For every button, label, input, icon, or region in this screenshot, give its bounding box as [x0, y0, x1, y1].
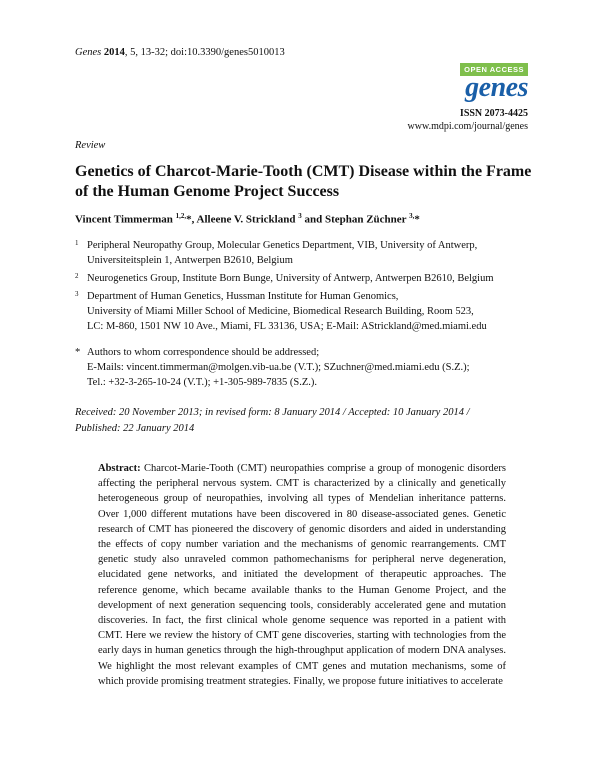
journal-name: Genes	[75, 47, 102, 58]
citation	[75, 47, 285, 58]
author-sup: 3,	[409, 212, 415, 220]
abstract	[98, 461, 506, 689]
author-name: Vincent Timmerman	[75, 213, 173, 226]
publication-dates: Received: 20 November 2013; in revised form: 8 January 2014 / Accepted: 10 January 2014 / Published: 22 January 2014	[75, 407, 470, 434]
affiliation-3: 3 Department of Human Genetics, Hussman Institute for Human Genomics, University of Miami Miller School of Medicine, Biomedical Research Building, Room 523, LC: M-860, 1501 NW 10 Ave., Miami, FL 33136, USA; E-Mail: AStrickland@med.miami.edu	[75, 290, 487, 332]
open-access-badge: OPEN ACCESS	[460, 63, 528, 76]
citation-details: , 5, 13-32; doi:10.3390/genes5010013	[124, 47, 285, 58]
author-name: Alleene V. Strickland	[196, 213, 296, 226]
author-list: Vincent Timmerman $^{1,2,}$*, Alleene V. Strickland $^3$ and Stephan Züchner $^{3,}$*	[75, 212, 420, 226]
author-sup: 1,2,	[175, 212, 187, 220]
abstract-text: Charcot-Marie-Tooth (CMT) neuropathies comprise a group of monogenic disorders affecting the peripheral nervous system. CMT is characterized by a clinically and genetically heterogeneous group of neuropathies, involving all types of Mendelian inheritance patterns. Over 1,000 different mutations have been discovered in 80 disease-associated genes. Genetic research of CMT has pioneered the discovery of genomic disorders and aided in understanding the effects of copy number variation and the mechanisms of genomic rearrangements. CMT genetic study also unraveled common pathomechanisms for peripheral nerve degeneration, elucidated gene networks, and initiated the development of therapeutic approaches. The reference genome, which became available thanks to the Human Genome Project, and the development of next generation sequencing tools, considerably accelerated gene and mutation discoveries. In fact, the first clinical whole genome sequence was reported in a patient with CMT. Here we review the history of CMT gene discoveries, starting with technologies from the early days in human genetics through the high-throughput application of modern DNA analyses. We highlight the most relevant examples of CMT genes and mutation mechanisms, some of which provide promising treatment strategies. Finally, we propose future initiatives to accelerate	[98, 463, 507, 687]
author-name: Stephan Züchner	[324, 213, 407, 226]
citation-year: 2014	[103, 47, 125, 58]
article-type: Review	[75, 140, 106, 151]
journal-logo: genes	[465, 72, 528, 103]
author-sup: 3	[298, 212, 302, 220]
correspondence: * Authors to whom correspondence should be addressed; E-Mails: vincent.timmerman@molgen.vib-ua.be (V.T.); SZuchner@med.miami.edu (S.Z.); Tel.: +32-3-265-10-24 (V.T.); +1-305-989-7835 (S.Z.).	[75, 347, 470, 388]
affiliation-1: 1 Peripheral Neuropathy Group, Molecular Genetics Department, VIB, University of Antwerp, Universiteitsplein 1, Antwerpen B2610, Belgium	[75, 239, 478, 266]
article-title: Genetics of Charcot-Marie-Tooth (CMT) Disease within the Frame of the Human Genome Project Success	[75, 163, 532, 200]
abstract-label: Abstract:	[98, 463, 141, 474]
issn: ISSN 2073-4425	[459, 108, 528, 119]
affiliation-2: 2 Neurogenetics Group, Institute Born Bunge, University of Antwerp, Antwerpen B2610, Belgium	[75, 272, 494, 284]
journal-url[interactable]: www.mdpi.com/journal/genes	[407, 121, 528, 132]
